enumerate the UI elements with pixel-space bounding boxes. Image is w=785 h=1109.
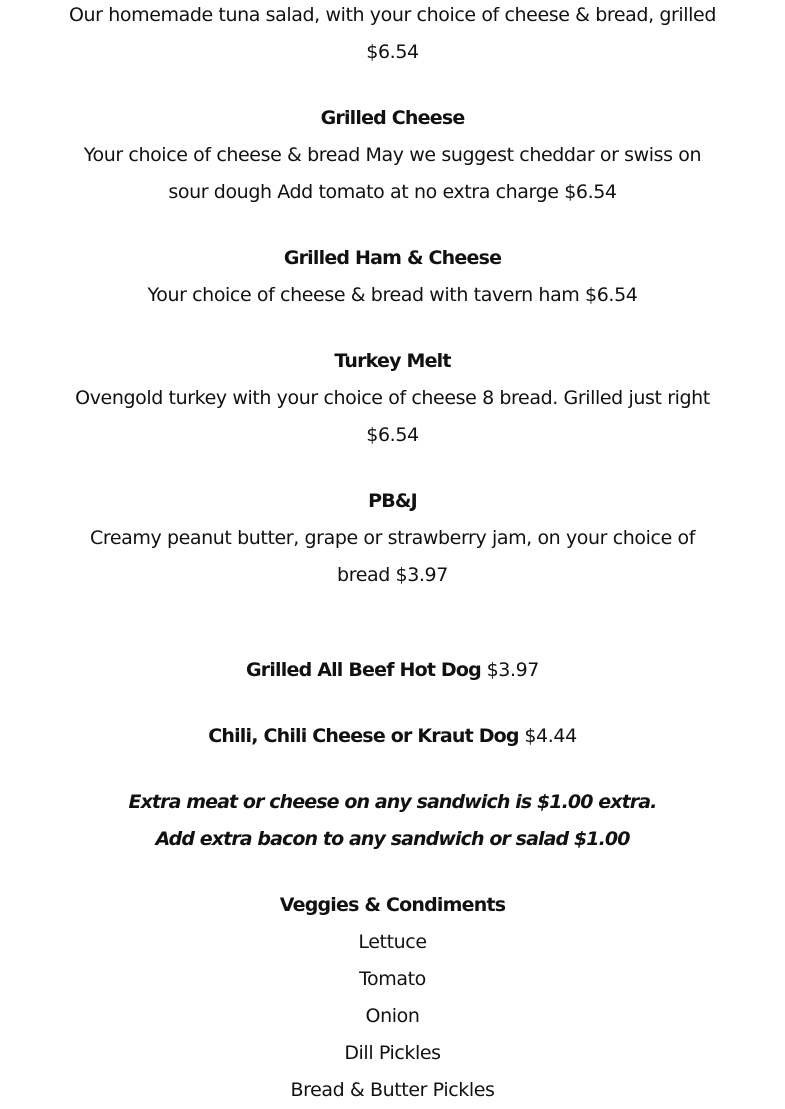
item-title: Grilled Ham & Cheese — [283, 247, 502, 269]
condiment-item: Bread & Butter Pickles — [290, 1079, 495, 1101]
item-description: $6.54 — [366, 424, 419, 446]
item-description: Our homemade tuna salad, with your choice of cheese & bread, grilled — [68, 4, 717, 26]
extras-note — [0, 784, 785, 858]
item-price: $3.97 — [480, 659, 539, 681]
section-title: Veggies & Condiments — [279, 894, 506, 916]
item-description: sour dough Add tomato at no extra charge $6.54 — [168, 181, 617, 203]
item-description: Ovengold turkey with your choice of cheese 8 bread. Grilled just right — [75, 387, 710, 409]
item-title: Turkey Melt — [334, 350, 451, 372]
extra-bacon-note: Add extra bacon to any sandwich or salad $1.00 — [155, 828, 630, 850]
item-description: Creamy peanut butter, grape or strawberry jam, on your choice of — [89, 527, 696, 549]
condiment-item: Lettuce — [358, 931, 427, 953]
menu-item-grilled-ham-cheese — [0, 240, 785, 314]
condiment-item: Dill Pickles — [344, 1042, 441, 1064]
item-price: $4.44 — [518, 725, 577, 747]
condiment-item: Tomato — [359, 968, 426, 990]
menu-item-grilled-cheese — [0, 100, 785, 211]
menu-item-pbj — [0, 483, 785, 594]
condiment-item: Onion — [365, 1005, 420, 1027]
item-title: PB&J — [368, 490, 417, 512]
item-title: Grilled Cheese — [320, 107, 465, 129]
item-title: Chili, Chili Cheese or Kraut Dog — [208, 725, 519, 747]
menu-item-chili-dog — [0, 718, 785, 755]
condiments-section — [0, 887, 785, 1109]
item-description: $6.54 — [366, 41, 419, 63]
menu-item-hot-dog — [0, 652, 785, 689]
menu-item-turkey-melt — [0, 343, 785, 454]
extra-meat-note: Extra meat or cheese on any sandwich is $1.00 extra. — [128, 791, 657, 813]
item-title: Grilled All Beef Hot Dog — [245, 659, 481, 681]
item-description: Your choice of cheese & bread with tavern ham $6.54 — [147, 284, 638, 306]
item-description: Your choice of cheese & bread May we suggest cheddar or swiss on — [83, 144, 702, 166]
menu-item-tuna — [0, 0, 785, 71]
item-description: bread $3.97 — [337, 564, 448, 586]
